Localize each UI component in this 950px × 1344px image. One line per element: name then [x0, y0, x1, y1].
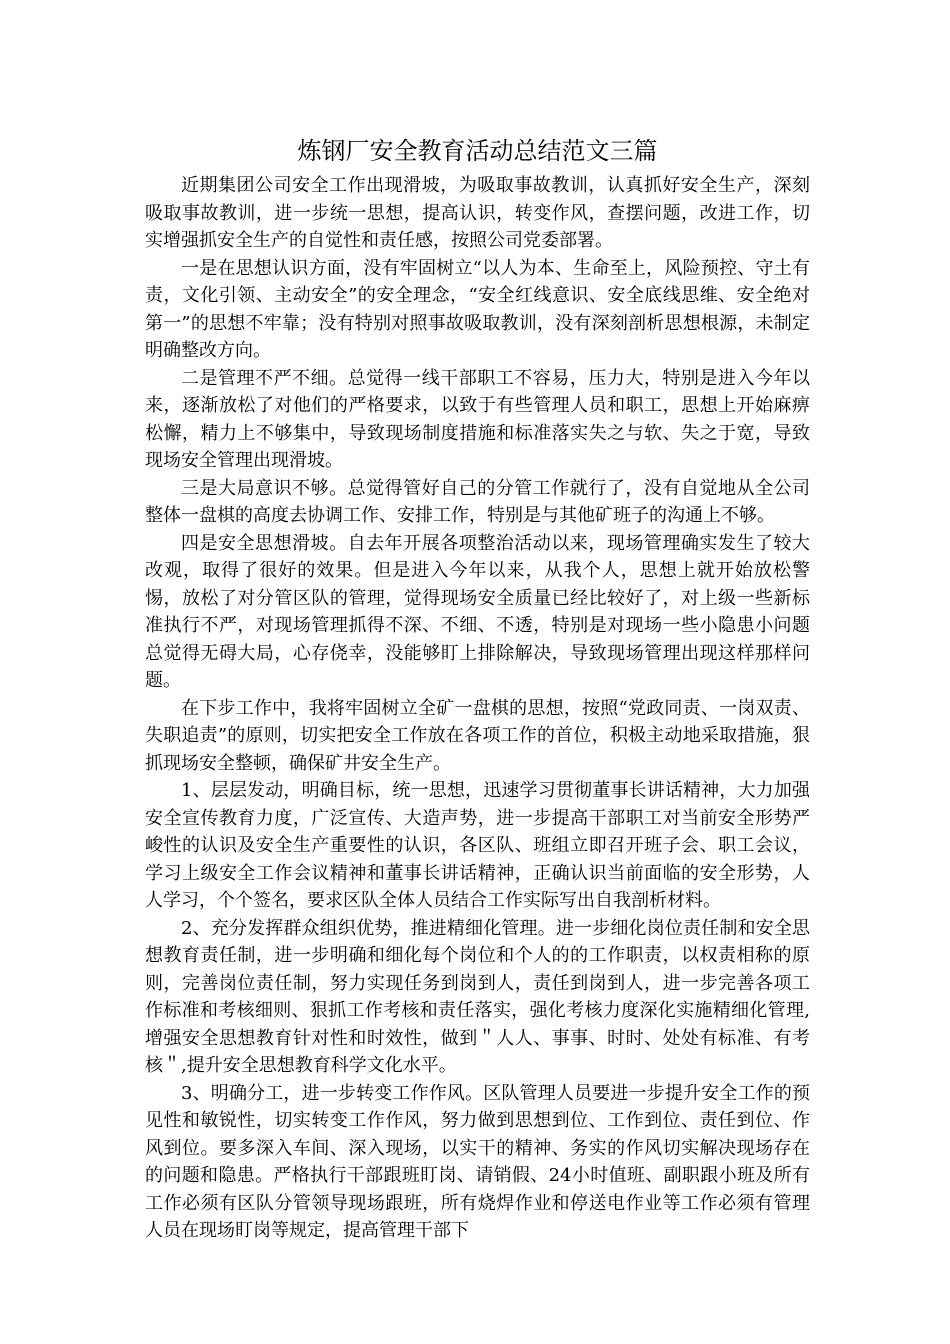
paragraph-point-3: 三是大局意识不够。总觉得管好自己的分管工作就行了，没有自觉地从全公司整体一盘棋的高度去协调工作、安排工作，特别是与其他矿班子的沟通上不够。	[145, 477, 810, 526]
paragraph-point-2: 二是管理不严不细。总觉得一线干部职工不容易，压力大，特别是进入今年以来，逐渐放松了对他们的严格要求，以致于有些管理人员和职工，思想上开始麻痹松懈，精力上不够集中，导致现场制度措施和标准落实失之与软、失之于宽，导致现场安全管理出现滑坡。	[145, 367, 810, 471]
paragraph-next-steps: 在下步工作中，我将牢固树立全矿一盘棋的思想，按照“党政同责、一岗双责、失职追责”的原则，切实把安全工作放在各项工作的首位，积极主动地采取措施，狠抓现场安全整顿，确保矿井安全生产。	[145, 697, 810, 774]
document-title: 炼钢厂安全教育活动总结范文三篇	[297, 137, 658, 165]
paragraph-measure-3: 3、明确分工，进一步转变工作作风。区队管理人员要进一步提升安全工作的预见性和敏锐性，切实转变工作作风，努力做到思想到位、工作到位、责任到位、作风到位。要多深入车间、深入现场，以实干的精神、务实的作风切实解决现场存在的问题和隐患。严格执行干部跟班盯岗、请销假、24小时值班、副职跟小班及所有工作必须有区队分管领导现场跟班，所有烧焊作业和停送电作业等工作必须有管理人员在现场盯岗等规定，提高管理干部下	[145, 1082, 810, 1241]
paragraph-measure-2: 2、充分发挥群众组织优势，推进精细化管理。进一步细化岗位责任制和安全思想教育责任制，进一步明确和细化每个岗位和个人的的工作职责，以权责相称的原则，完善岗位责任制，努力实现任务到岗到人，责任到岗到人，进一步完善各项工作标准和考核细则、狠抓工作考核和责任落实，强化考核力度深化实施精细化管理,增强安全思想教育针对性和时效性，做到＂人人、事事、时时、处处有标准、有考核＂,提升安全思想教育科学文化水平。	[145, 917, 810, 1076]
paragraph-point-4: 四是安全思想滑坡。自去年开展各项整治活动以来，现场管理确实发生了较大改观，取得了很好的效果。但是进入今年以来，从我个人，思想上就开始放松警惕，放松了对分管区队的管理，觉得现场安全质量已经比较好了，对上级一些新标准执行不严，对现场管理抓得不深、不细、不透，特别是对现场一些小隐患小问题总觉得无碍大局，心存侥幸，没能够盯上排除解决，导致现场管理出现这样那样问题。	[145, 532, 810, 691]
paragraph-point-1: 一是在思想认识方面，没有牢固树立“以人为本、生命至上，风险预控、守土有责，文化引领、主动安全”的安全理念，“安全红线意识、安全底线思维、安全绝对第一”的思想不牢靠；没有特别对照事故吸取教训，没有深刻剖析思想根源，未制定明确整改方向。	[145, 257, 810, 361]
paragraph-measure-1: 1、层层发动，明确目标，统一思想，迅速学习贯彻董事长讲话精神，大力加强安全宣传教育力度，广泛宣传、大造声势，进一步提高干部职工对当前安全形势严峻性的认识及安全生产重要性的认识，各区队、班组立即召开班子会、职工会议，学习上级安全工作会议精神和董事长讲话精神，正确认识当前面临的安全形势，人人学习，个个签名，要求区队全体人员结合工作实际写出自我剖析材料。	[145, 780, 810, 911]
paragraph-intro: 近期集团公司安全工作出现滑坡，为吸取事故教训，认真抓好安全生产，深刻吸取事故教训，进一步统一思想，提高认识，转变作风，查摆问题，改进工作，切实增强抓安全生产的自觉性和责任感，按照公司党委部署。	[145, 175, 810, 251]
document-page	[145, 134, 810, 1245]
